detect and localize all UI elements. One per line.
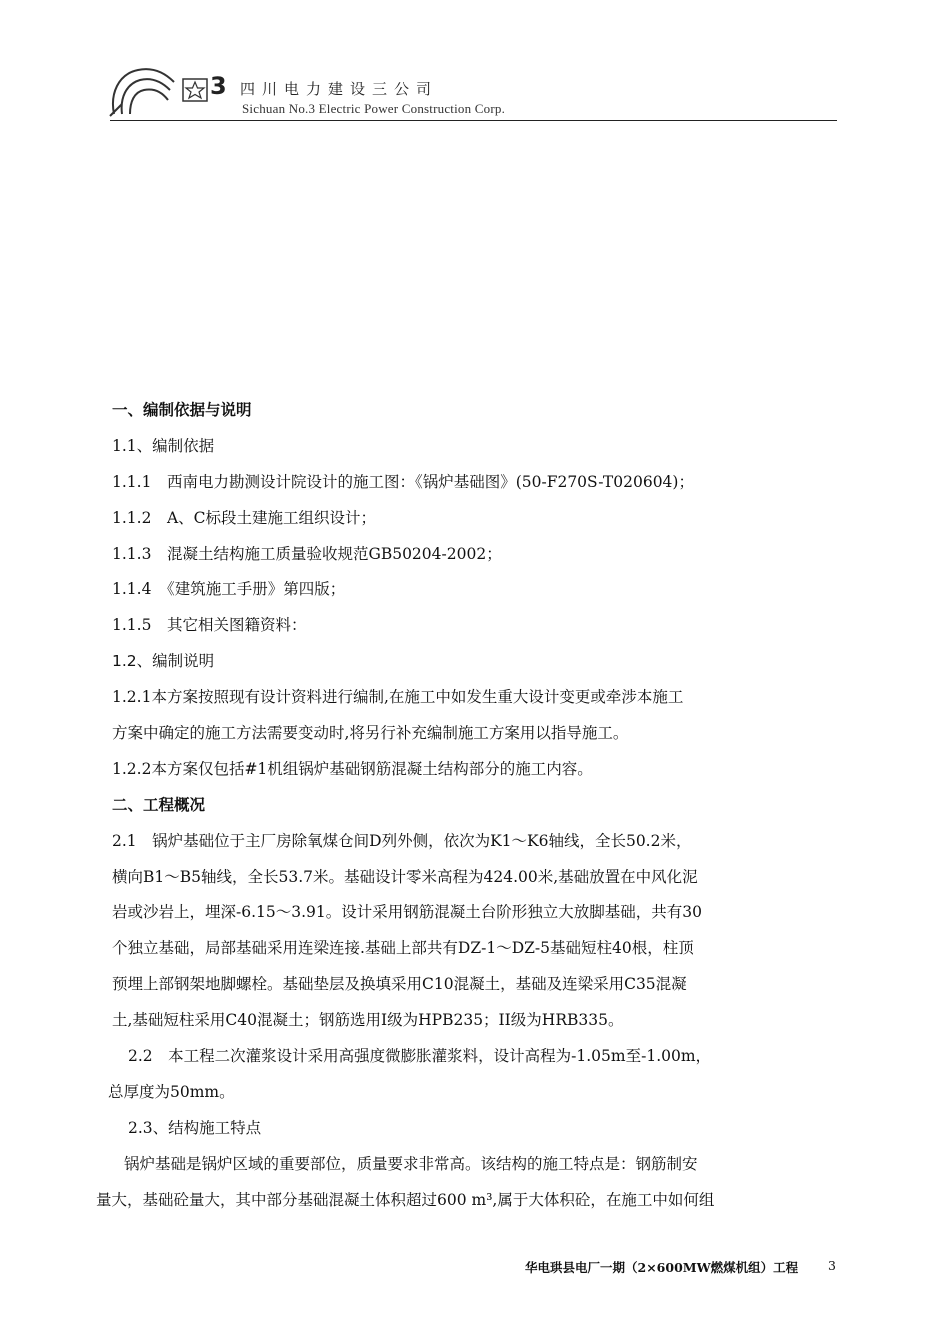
company-name-chinese: 四川电力建设三公司 [240,80,439,98]
list-item: 1.1.3 混凝土结构施工质量验收规范GB50204-2002； [112,544,502,563]
paragraph-line: 量大，基础砼量大，其中部分基础混凝土体积超过600 m³,属于大体积砼，在施工中如何组 [96,1190,715,1209]
paragraph-line: 2.1 锅炉基础位于主厂房除氧煤仓间D列外侧，依次为K1～K6轴线，全长50.2米， [112,831,692,850]
page-header [0,0,950,130]
section-heading: 一、编制依据与说明 [112,401,252,419]
paragraph-line: 岩或沙岩上，埋深-6.15～3.91。设计采用钢筋混凝土台阶形独立大放脚基础，共有30 [112,903,702,922]
subsection-heading: 1.1、编制依据 [112,436,215,455]
header-divider [110,120,837,121]
paragraph-line: 预埋上部钢架地脚螺栓。基础垫层及换填采用C10混凝土，基础及连梁采用C35混凝 [112,975,687,994]
list-item: 1.1.1 西南电力勘测设计院设计的施工图：《锅炉基础图》(50-F270S-T020604)； [112,472,694,491]
page-number: 3 [828,1258,836,1273]
company-logo-swoosh [108,64,180,118]
paragraph-line: 2.2 本工程二次灌浆设计采用高强度微膨胀灌浆料，设计高程为-1.05m至-1.00m， [128,1047,712,1066]
document-body [96,393,842,1218]
paragraph-line: 1.2.1本方案按照现有设计资料进行编制,在施工中如发生重大设计变更或牵涉本施工 [112,688,684,707]
list-item: 1.1.5 其它相关图籍资料： [112,616,307,635]
paragraph-line: 方案中确定的施工方法需要变动时,将另行补充编制施工方案用以指导施工。 [112,724,629,743]
paragraph-line: 总厚度为50mm。 [108,1082,235,1101]
logo-star-badge-icon [182,78,208,102]
list-item: 1.1.4 《建筑施工手册》第四版； [112,580,346,599]
paragraph-line: 锅炉基础是锅炉区域的重要部位，质量要求非常高。该结构的施工特点是：钢筋制安 [124,1154,698,1173]
list-item: 1.1.2 A、C标段土建施工组织设计； [112,508,376,527]
subsection-heading: 1.2、编制说明 [112,652,215,671]
footer-project-title: 华电珙县电厂一期（2×600MW燃煤机组）工程 [525,1260,799,1275]
section-heading: 二、工程概况 [112,795,206,814]
logo-number: 3 [210,72,227,100]
paragraph-line: 横向B1～B5轴线，全长53.7米。基础设计零米高程为424.00米,基础放置在中风化泥 [112,867,698,886]
paragraph-line: 土,基础短柱采用C40混凝土；钢筋选用I级为HPB235；II级为HRB335。 [112,1011,624,1030]
subsection-heading: 2.3、结构施工特点 [128,1118,262,1137]
paragraph-line: 个独立基础，局部基础采用连梁连接.基础上部共有DZ-1～DZ-5基础短柱40根，柱顶 [112,939,694,958]
company-name-english: Sichuan No.3 Electric Power Construction Corp. [242,101,506,116]
paragraph-line: 1.2.2本方案仅包括#1机组锅炉基础钢筋混凝土结构部分的施工内容。 [112,759,593,778]
